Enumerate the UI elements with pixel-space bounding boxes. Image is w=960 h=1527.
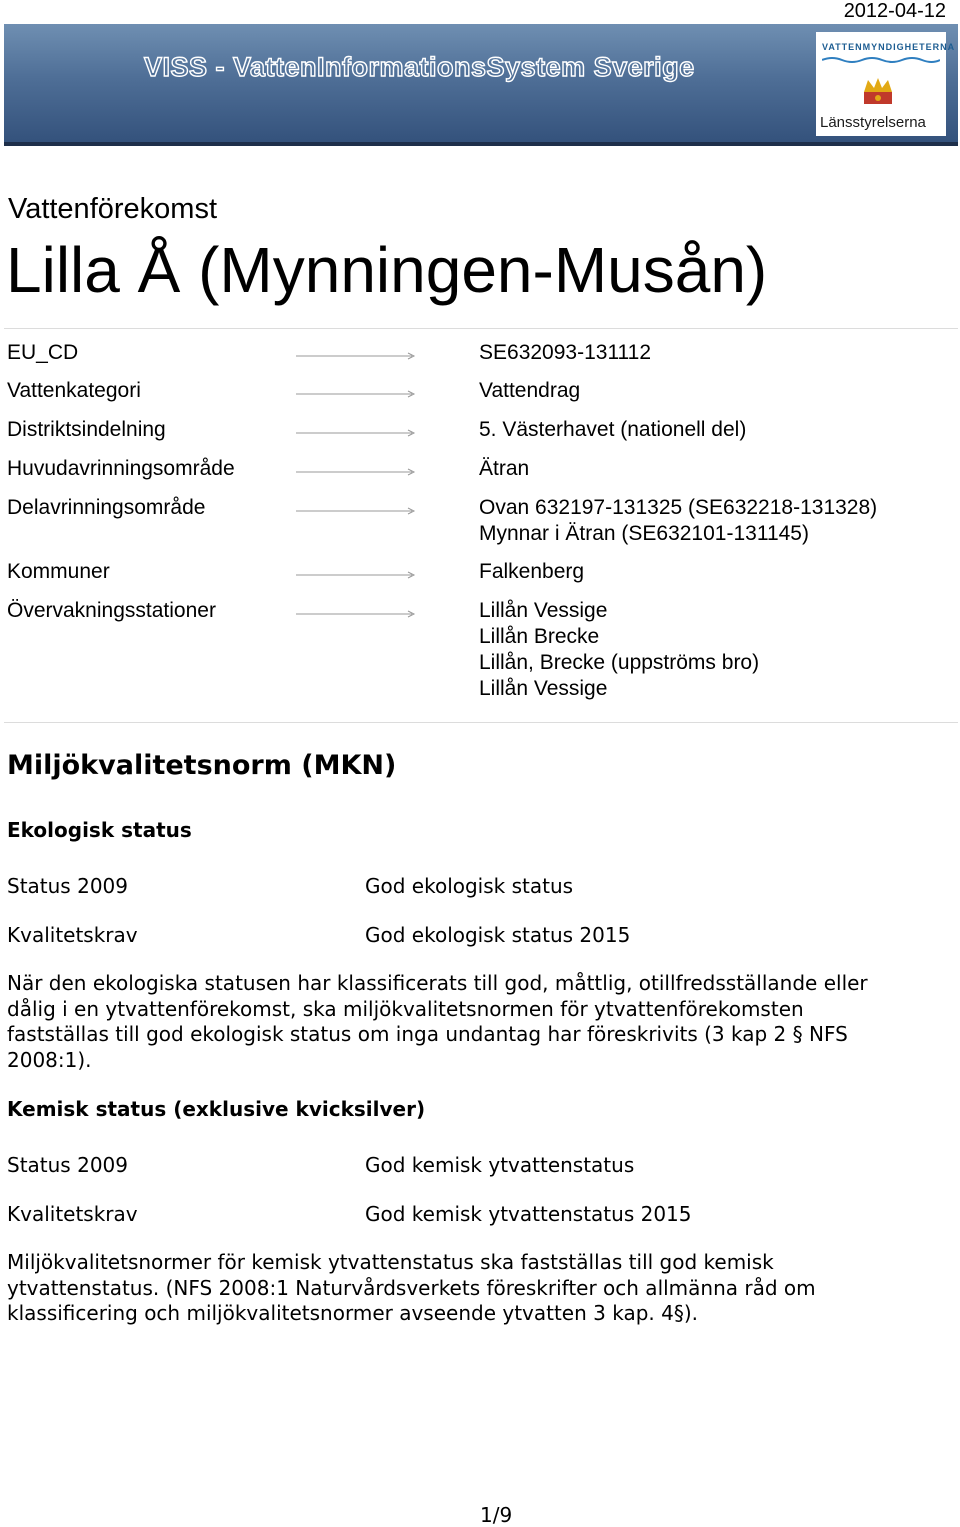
value-line: Ätran xyxy=(479,457,530,480)
text-line: dålig i en ytvattenförekomst, ska miljökvalitetsnormen för ytvattenförekomsten xyxy=(7,996,804,1021)
chem-explanation xyxy=(7,1250,937,1327)
field-label: Distriktsindelning xyxy=(7,418,166,441)
eco-explanation xyxy=(7,971,937,1073)
document-title: Lilla Å (Mynningen-Musån) xyxy=(6,234,768,306)
value-line: Falkenberg xyxy=(479,560,585,583)
field-label: Övervakningsstationer xyxy=(7,599,216,622)
field-value xyxy=(479,378,580,404)
arrow-icon xyxy=(296,466,416,478)
arrow-icon xyxy=(296,569,416,581)
arrow-icon xyxy=(296,350,416,362)
arrow-icon xyxy=(296,608,416,620)
mkn-heading: Miljökvalitetsnorm (MKN) xyxy=(7,750,397,781)
chem-req-label: Kvalitetskrav xyxy=(7,1202,138,1226)
crown-icon xyxy=(860,76,896,108)
text-line: 2008:1). xyxy=(7,1047,92,1072)
value-line: Lillån Brecke xyxy=(479,625,600,648)
value-line: Ovan 632197-131325 (SE632218-131328) xyxy=(479,496,878,519)
value-line: Lillån Vessige xyxy=(479,599,608,622)
text-line: klassificering och miljökvalitetsnormer avseende ytvatten 3 kap. 4§). xyxy=(7,1301,699,1325)
eco-req-label: Kvalitetskrav xyxy=(7,923,138,947)
banner-title: VISS - VattenInformationsSystem Sverige xyxy=(144,52,695,82)
ecological-heading: Ekologisk status xyxy=(7,818,192,842)
field-value xyxy=(479,456,529,482)
field-label: Kommuner xyxy=(7,560,110,583)
chem-req-value: God kemisk ytvattenstatus 2015 xyxy=(365,1202,692,1226)
field-label: Vattenkategori xyxy=(7,379,141,402)
text-line: fastställas till god ekologisk status om inga undantag har föreskrivits (3 kap 2 § NFS xyxy=(7,1022,848,1046)
value-line: Lillån Vessige xyxy=(479,677,608,700)
page-number: 1/9 xyxy=(480,1503,513,1527)
divider xyxy=(4,328,958,329)
document-subtitle: Vattenförekomst xyxy=(8,193,218,225)
wave-icon xyxy=(822,56,940,64)
field-value xyxy=(479,495,877,547)
eco-status-value: God ekologisk status xyxy=(365,874,574,898)
field-value xyxy=(479,417,746,443)
agency-logos xyxy=(816,32,956,136)
chemical-heading: Kemisk status (exklusive kvicksilver) xyxy=(7,1097,426,1121)
arrow-icon xyxy=(296,388,416,400)
text-line: ytvattenstatus. (NFS 2008:1 Naturvårdsverkets föreskrifter och allmänna råd om xyxy=(7,1275,816,1300)
value-line: Mynnar i Ätran (SE632101-131145) xyxy=(479,522,809,545)
field-value xyxy=(479,598,759,702)
eco-status-label: Status 2009 xyxy=(7,874,128,898)
arrow-icon xyxy=(296,505,416,517)
eco-req-value: God ekologisk status 2015 xyxy=(365,923,631,947)
value-line: 5. Västerhavet (nationell del) xyxy=(479,418,747,441)
vattenmyndigheterna-logo: VATTENMYNDIGHETERNA xyxy=(822,42,956,52)
field-value xyxy=(479,559,584,585)
field-label: Delavrinningsområde xyxy=(7,496,206,519)
viss-banner xyxy=(4,24,958,146)
field-label: EU_CD xyxy=(7,341,79,364)
text-line: Miljökvalitetsnormer för kemisk ytvattenstatus ska fastställas till god kemisk xyxy=(7,1250,774,1274)
arrow-icon xyxy=(296,427,416,439)
value-line: Vattendrag xyxy=(479,379,581,402)
chem-status-label: Status 2009 xyxy=(7,1153,128,1177)
field-value xyxy=(479,340,651,366)
text-line: När den ekologiska statusen har klassificerats till god, måttlig, otillfredsställande eller xyxy=(7,971,868,995)
field-label: Huvudavrinningsområde xyxy=(7,457,235,480)
value-line: Lillån, Brecke (uppströms bro) xyxy=(479,651,760,674)
lansstyrelserna-logo: Länsstyrelserna xyxy=(820,114,926,131)
chem-status-value: God kemisk ytvattenstatus xyxy=(365,1153,635,1177)
value-line: SE632093-131112 xyxy=(479,341,652,364)
print-date: 2012-04-12 xyxy=(843,0,946,22)
divider xyxy=(4,722,958,723)
